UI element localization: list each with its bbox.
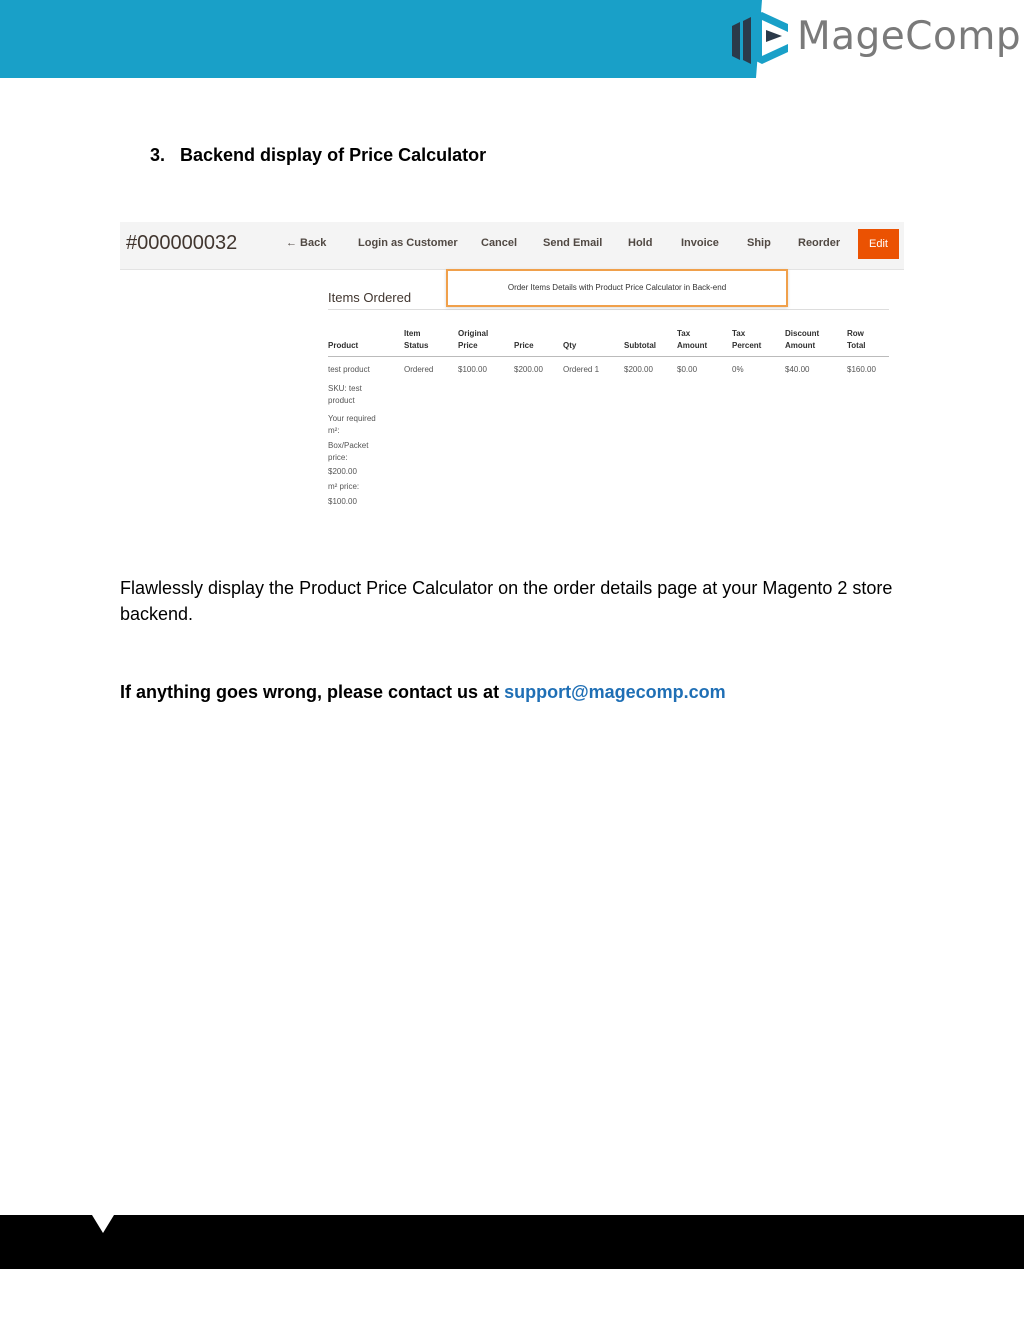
reorder-button[interactable]: Reorder [798, 237, 841, 249]
footer-band [0, 1215, 1024, 1269]
col-header-line: Amount [677, 341, 708, 350]
edit-button[interactable]: Edit [858, 229, 899, 259]
cell-price: $200.00 [514, 365, 543, 374]
option-m2-value: $100.00 [328, 497, 357, 506]
footer-notch [92, 1215, 114, 1233]
send-email-button[interactable]: Send Email [543, 237, 603, 249]
col-header-line: Discount [785, 329, 820, 338]
col-header-line: Amount [785, 341, 816, 350]
col-header-item-status [404, 328, 428, 352]
col-header-line: Status [404, 341, 429, 350]
col-header-line: Original [458, 329, 489, 338]
col-header-line: Tax [677, 329, 691, 338]
cell-original-price: $100.00 [458, 365, 487, 374]
order-number: #000000032 [126, 232, 238, 254]
col-header-price: Price [514, 341, 534, 350]
support-email-link[interactable]: support@magecomp.com [504, 682, 726, 702]
col-header-row-total [847, 328, 866, 352]
section-heading: 3. Backend display of Price Calculator [150, 145, 487, 165]
cell-tax-amount: $0.00 [677, 365, 698, 374]
col-header-line: Percent [732, 341, 762, 350]
logo-text: MageComp [797, 14, 1022, 59]
col-header-qty: Qty [563, 341, 577, 350]
cell-subtotal: $200.00 [624, 365, 653, 374]
option-sku [328, 383, 388, 407]
col-header-discount-amount [785, 328, 819, 352]
cancel-button[interactable]: Cancel [481, 237, 518, 249]
cell-row-total: $160.00 [847, 365, 876, 374]
cell-tax-percent: 0% [732, 365, 744, 374]
back-button[interactable]: ← Back [286, 237, 327, 249]
order-toolbar [120, 222, 904, 270]
option-line: SKU: test [328, 384, 362, 393]
col-header-line: Price [458, 341, 478, 350]
col-header-tax-percent [732, 328, 761, 352]
col-header-line: Item [404, 329, 421, 338]
order-screenshot [120, 222, 904, 522]
cell-discount: $40.00 [785, 365, 810, 374]
contact-line [120, 682, 726, 703]
hold-button[interactable]: Hold [628, 237, 653, 249]
invoice-button[interactable]: Invoice [681, 237, 719, 249]
option-line: Box/Packet [328, 441, 369, 450]
col-header-subtotal: Subtotal [624, 341, 656, 350]
option-box-value: $200.00 [328, 467, 357, 476]
option-required-m2 [328, 413, 388, 437]
divider [328, 309, 889, 310]
option-line: m²: [328, 426, 340, 435]
description-paragraph: Flawlessly display the Product Price Calculator on the order details page at your Magento 2 store backend. [120, 578, 893, 624]
items-ordered-title: Items Ordered [328, 290, 412, 305]
col-header-line: Row [847, 329, 864, 338]
option-line: Your required [328, 414, 376, 423]
contact-prefix: If anything goes wrong, please contact us at [120, 682, 505, 702]
table-header-divider [328, 356, 889, 357]
option-m2-label: m² price: [328, 482, 360, 491]
option-line: price: [328, 453, 348, 462]
col-header-original-price [458, 328, 488, 352]
col-header-product: Product [328, 341, 359, 350]
ship-button[interactable]: Ship [747, 237, 771, 249]
option-line: product [328, 396, 355, 405]
login-as-customer-button[interactable]: Login as Customer [358, 237, 458, 249]
magecomp-logo-icon [730, 8, 790, 68]
callout-annotation: Order Items Details with Product Price Calculator in Back-end [446, 269, 788, 307]
cell-product: test product [328, 365, 370, 374]
col-header-line: Total [847, 341, 866, 350]
cell-qty: Ordered 1 [563, 365, 600, 374]
option-box-price [328, 440, 388, 464]
col-header-line: Tax [732, 329, 746, 338]
col-header-tax-amount [677, 328, 707, 352]
cell-status: Ordered [404, 365, 434, 374]
